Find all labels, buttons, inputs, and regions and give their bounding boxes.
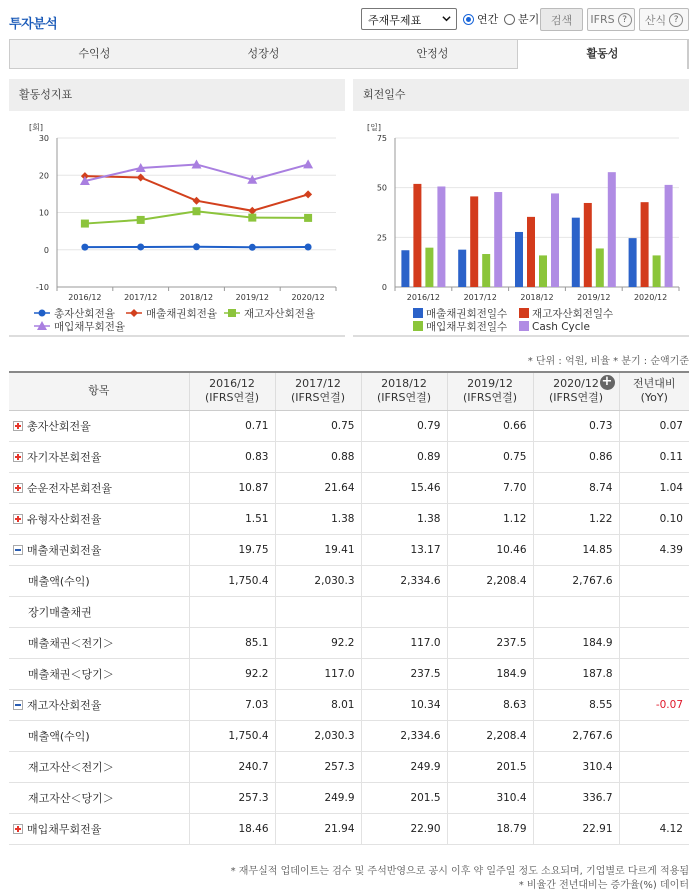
legend-label: Cash Cycle — [532, 321, 590, 333]
row-label: 매출채권＜당기＞ — [28, 667, 114, 681]
data-point — [193, 243, 200, 250]
data-point — [137, 243, 144, 250]
value-cell: 201.5 — [361, 782, 447, 813]
header-item — [9, 372, 189, 410]
value-cell — [447, 596, 533, 627]
table-row — [9, 782, 689, 813]
expand-icon[interactable] — [13, 483, 23, 493]
bar — [437, 186, 445, 287]
y-tick-label: 25 — [376, 233, 387, 243]
header-period — [275, 372, 361, 410]
value-cell: 1.38 — [361, 503, 447, 534]
legend-marker — [130, 309, 138, 317]
value-cell: 249.9 — [275, 782, 361, 813]
y-tick-label: 50 — [376, 183, 387, 193]
row-label-cell[interactable] — [9, 534, 189, 565]
yoy-cell: 4.39 — [619, 534, 689, 565]
bar — [482, 254, 490, 287]
bar — [539, 255, 547, 287]
row-label-cell — [9, 782, 189, 813]
value-cell: 2,030.3 — [275, 565, 361, 596]
value-cell — [275, 596, 361, 627]
value-cell: 19.75 — [189, 534, 275, 565]
value-cell: 0.88 — [275, 441, 361, 472]
yoy-cell — [619, 627, 689, 658]
value-cell: 0.89 — [361, 441, 447, 472]
value-cell: 0.75 — [275, 410, 361, 441]
help-icon: ? — [618, 13, 632, 27]
value-cell: 15.46 — [361, 472, 447, 503]
y-unit-label: [회] — [29, 123, 43, 132]
value-cell: 2,767.6 — [533, 720, 619, 751]
bar — [608, 172, 616, 287]
y-tick-label: 20 — [38, 171, 49, 181]
yoy-cell — [619, 565, 689, 596]
turnover-days-panel — [353, 79, 689, 337]
y-tick-label: 10 — [38, 208, 49, 218]
header-label: 항목 — [88, 384, 110, 398]
row-label-cell — [9, 627, 189, 658]
activity-table — [9, 371, 689, 845]
data-point — [193, 197, 201, 205]
value-cell: 237.5 — [361, 658, 447, 689]
bar — [653, 255, 661, 287]
header-label: 2019/12 (IFRS연결) — [462, 377, 518, 405]
value-cell — [533, 596, 619, 627]
value-cell: 92.2 — [189, 658, 275, 689]
row-label: 매출채권회전율 — [27, 543, 102, 557]
x-tick-label: 2020/12 — [633, 293, 668, 302]
header-period — [533, 372, 619, 410]
table-body — [9, 410, 689, 844]
radio-annual-label: 연간 — [477, 13, 499, 26]
turnover-days-title: 회전일수 — [353, 79, 689, 111]
tab-activity[interactable]: 활동성 — [517, 39, 688, 69]
bar — [596, 248, 604, 287]
x-tick-label: 2017/12 — [463, 293, 497, 302]
value-cell: 13.17 — [361, 534, 447, 565]
x-tick-label: 2019/12 — [235, 293, 269, 302]
header-label: 2017/12 (IFRS연결) — [290, 377, 346, 405]
data-point — [137, 173, 145, 181]
collapse-icon[interactable] — [13, 545, 23, 555]
table-row — [9, 596, 689, 627]
table-row — [9, 689, 689, 720]
data-point — [305, 244, 312, 251]
header-period — [447, 372, 533, 410]
radio-quarter-dot[interactable] — [504, 14, 515, 25]
bar — [458, 250, 466, 287]
value-cell: 7.03 — [189, 689, 275, 720]
bar — [551, 193, 559, 287]
table-header-row — [9, 372, 689, 410]
value-cell: 0.66 — [447, 410, 533, 441]
value-cell: 184.9 — [447, 658, 533, 689]
value-cell: 184.9 — [533, 627, 619, 658]
legend-label: 재고자산회전일수 — [532, 308, 614, 320]
row-label: 순운전자본회전율 — [27, 481, 113, 495]
activity-ratio-chart — [9, 111, 345, 335]
x-tick-label: 2018/12 — [179, 293, 214, 302]
data-point — [248, 207, 256, 215]
y-tick-label: -10 — [35, 283, 49, 292]
row-label: 총자산회전율 — [27, 419, 91, 433]
value-cell: 257.3 — [275, 751, 361, 782]
activity-ratio-panel — [9, 79, 345, 337]
legend-label: 매입채무회전일수 — [426, 321, 508, 333]
value-cell — [361, 596, 447, 627]
value-cell: 18.46 — [189, 813, 275, 844]
x-tick-label: 2016/12 — [406, 293, 441, 302]
tab-stability[interactable]: 안정성 — [416, 47, 449, 60]
bar — [494, 192, 502, 287]
value-cell: 0.83 — [189, 441, 275, 472]
value-cell: 2,334.6 — [361, 565, 447, 596]
value-cell: 22.91 — [533, 813, 619, 844]
yoy-cell — [619, 782, 689, 813]
yoy-cell — [619, 751, 689, 782]
radio-annual[interactable] — [463, 11, 498, 27]
table-row — [9, 627, 689, 658]
legend-swatch — [413, 321, 423, 331]
value-cell: 336.7 — [533, 782, 619, 813]
legend-marker — [228, 309, 236, 317]
ifrs-label: IFRS — [590, 13, 615, 26]
bar — [470, 196, 478, 287]
header-period — [361, 372, 447, 410]
search-button[interactable] — [540, 8, 583, 31]
footnote-yoy: * 비율간 전년대비는 증가율(%) 데이터 — [518, 880, 689, 891]
value-cell: 0.86 — [533, 441, 619, 472]
bar — [527, 217, 535, 287]
value-cell: 2,208.4 — [447, 720, 533, 751]
bar — [425, 248, 433, 287]
expand-icon[interactable] — [13, 824, 23, 834]
value-cell: 1,750.4 — [189, 565, 275, 596]
x-tick-label: 2017/12 — [124, 293, 158, 302]
yoy-cell: 0.11 — [619, 441, 689, 472]
row-label: 매입채무회전율 — [27, 822, 102, 836]
value-cell: 14.85 — [533, 534, 619, 565]
analysis-tabs — [9, 39, 689, 69]
table-row — [9, 441, 689, 472]
data-point — [81, 220, 89, 228]
value-cell: 1.51 — [189, 503, 275, 534]
footnote-update: * 재무실적 업데이트는 검수 및 주석반영으로 공시 이후 약 일주일 정도 소요되며, 기업별로 다르게 적용됨 — [230, 866, 689, 877]
value-cell: 117.0 — [361, 627, 447, 658]
value-cell: 0.75 — [447, 441, 533, 472]
yoy-cell: 0.07 — [619, 410, 689, 441]
header-label: 2016/12 (IFRS연결) — [204, 377, 260, 405]
expand-icon[interactable] — [13, 452, 23, 462]
row-label-cell — [9, 565, 189, 596]
legend-label: 매입채무회전율 — [54, 321, 126, 333]
expand-columns-icon[interactable]: + — [600, 375, 615, 390]
header-period — [619, 372, 689, 410]
table-row — [9, 751, 689, 782]
ifrs-help-button[interactable] — [587, 8, 635, 31]
yoy-cell: 4.12 — [619, 813, 689, 844]
value-cell: 92.2 — [275, 627, 361, 658]
row-label-cell — [9, 596, 189, 627]
legend-swatch — [413, 308, 423, 318]
formula-help-button[interactable] — [639, 8, 689, 31]
value-cell: 0.73 — [533, 410, 619, 441]
chevron-down-icon — [442, 14, 451, 23]
value-cell: 257.3 — [189, 782, 275, 813]
report-type-select[interactable] — [361, 8, 457, 30]
row-label: 재고자산＜전기＞ — [28, 760, 114, 774]
x-tick-label: 2016/12 — [68, 293, 102, 302]
unit-note: * 단위 : 억원, 비율 * 분기 : 순액기준 — [527, 356, 689, 367]
value-cell: 2,767.6 — [533, 565, 619, 596]
row-label: 유형자산회전율 — [27, 512, 102, 526]
value-cell: 8.55 — [533, 689, 619, 720]
table-row — [9, 813, 689, 844]
bar — [665, 185, 673, 287]
table-row — [9, 503, 689, 534]
search-button-label: 검색 — [550, 13, 573, 27]
value-cell: 22.90 — [361, 813, 447, 844]
formula-label: 산식 — [644, 13, 667, 27]
header-label: 2020/12 (IFRS연결) — [548, 377, 604, 405]
bar — [641, 202, 649, 287]
y-tick-label: 75 — [376, 134, 387, 143]
value-cell: 21.94 — [275, 813, 361, 844]
x-tick-label: 2018/12 — [520, 293, 554, 302]
data-point — [304, 190, 312, 198]
legend-label: 매출채권회전율 — [146, 308, 218, 320]
bar — [629, 238, 637, 287]
value-cell: 2,334.6 — [361, 720, 447, 751]
y-tick-label: 30 — [38, 134, 49, 143]
value-cell: 187.8 — [533, 658, 619, 689]
bar — [584, 203, 592, 287]
tab-growth[interactable]: 성장성 — [247, 47, 280, 60]
help-icon: ? — [669, 13, 683, 27]
row-label: 재고자산＜당기＞ — [28, 791, 114, 805]
x-tick-label: 2020/12 — [291, 293, 325, 302]
yoy-cell — [619, 658, 689, 689]
value-cell: 310.4 — [447, 782, 533, 813]
data-point — [248, 214, 256, 222]
report-type-value: 주재무제표 — [368, 14, 422, 27]
y-unit-label: [일] — [367, 123, 381, 132]
value-cell: 240.7 — [189, 751, 275, 782]
data-point — [137, 216, 145, 224]
y-tick-label: 0 — [381, 283, 387, 292]
bar — [515, 232, 523, 287]
row-label-cell — [9, 751, 189, 782]
radio-quarter-label: 분기 — [518, 13, 540, 26]
radio-annual-dot[interactable] — [463, 14, 474, 25]
value-cell: 2,030.3 — [275, 720, 361, 751]
value-cell: 8.63 — [447, 689, 533, 720]
page-title: 투자분석 — [9, 17, 58, 32]
legend-label: 재고자산회전율 — [244, 308, 316, 320]
value-cell: 249.9 — [361, 751, 447, 782]
collapse-icon[interactable] — [13, 700, 23, 710]
value-cell: 18.79 — [447, 813, 533, 844]
legend-swatch — [519, 308, 529, 318]
legend-label: 총자산회전율 — [54, 308, 115, 320]
header-period — [189, 372, 275, 410]
legend-label: 매출채권회전일수 — [426, 308, 508, 320]
row-label-cell — [9, 658, 189, 689]
radio-quarter[interactable] — [504, 11, 539, 27]
row-label-cell[interactable] — [9, 813, 189, 844]
value-cell: 237.5 — [447, 627, 533, 658]
row-label: 매출채권＜전기＞ — [28, 636, 114, 650]
y-tick-label: 0 — [43, 245, 49, 255]
yoy-cell — [619, 720, 689, 751]
data-point — [81, 244, 88, 251]
legend-marker — [39, 310, 46, 317]
table-row — [9, 565, 689, 596]
value-cell: 2,208.4 — [447, 565, 533, 596]
value-cell: 19.41 — [275, 534, 361, 565]
table-row — [9, 534, 689, 565]
value-cell: 1,750.4 — [189, 720, 275, 751]
data-point — [249, 244, 256, 251]
yoy-cell — [619, 596, 689, 627]
row-label-cell[interactable] — [9, 503, 189, 534]
value-cell: 10.34 — [361, 689, 447, 720]
row-label-cell[interactable] — [9, 441, 189, 472]
row-label: 자기자본회전율 — [27, 450, 102, 464]
series-line — [85, 176, 308, 211]
bar — [572, 218, 580, 287]
yoy-cell: 1.04 — [619, 472, 689, 503]
tab-profitability[interactable]: 수익성 — [78, 47, 111, 60]
expand-icon[interactable] — [13, 514, 23, 524]
bar — [401, 250, 409, 287]
bar — [413, 184, 421, 287]
value-cell: 10.87 — [189, 472, 275, 503]
data-point — [304, 214, 312, 222]
activity-ratio-title: 활동성지표 — [9, 79, 345, 111]
row-label: 매출액(수익) — [28, 729, 90, 743]
value-cell: 10.46 — [447, 534, 533, 565]
header-label: 2018/12 (IFRS연결) — [376, 377, 432, 405]
value-cell: 8.74 — [533, 472, 619, 503]
legend-swatch — [519, 321, 529, 331]
value-cell: 1.38 — [275, 503, 361, 534]
value-cell: 1.12 — [447, 503, 533, 534]
value-cell: 117.0 — [275, 658, 361, 689]
value-cell: 21.64 — [275, 472, 361, 503]
row-label-cell[interactable] — [9, 472, 189, 503]
header-label: 전년대비 (YoY) — [632, 377, 676, 405]
value-cell: 1.22 — [533, 503, 619, 534]
data-point — [303, 159, 313, 168]
yoy-cell: 0.10 — [619, 503, 689, 534]
row-label-cell[interactable] — [9, 689, 189, 720]
top-bar — [0, 0, 698, 38]
turnover-days-chart — [353, 111, 689, 335]
row-label: 재고자산회전율 — [27, 698, 102, 712]
value-cell: 201.5 — [447, 751, 533, 782]
expand-icon[interactable] — [13, 421, 23, 431]
row-label-cell — [9, 720, 189, 751]
data-point — [193, 207, 201, 215]
value-cell: 85.1 — [189, 627, 275, 658]
table-row — [9, 658, 689, 689]
value-cell: 8.01 — [275, 689, 361, 720]
row-label: 매출액(수익) — [28, 574, 90, 588]
value-cell: 7.70 — [447, 472, 533, 503]
table-row — [9, 472, 689, 503]
value-cell: 0.79 — [361, 410, 447, 441]
table-row — [9, 720, 689, 751]
row-label: 장기매출채권 — [28, 605, 92, 619]
x-tick-label: 2019/12 — [577, 293, 611, 302]
table-row — [9, 410, 689, 441]
value-cell: 310.4 — [533, 751, 619, 782]
value-cell: 0.71 — [189, 410, 275, 441]
yoy-cell: -0.07 — [619, 689, 689, 720]
value-cell — [189, 596, 275, 627]
row-label-cell[interactable] — [9, 410, 189, 441]
